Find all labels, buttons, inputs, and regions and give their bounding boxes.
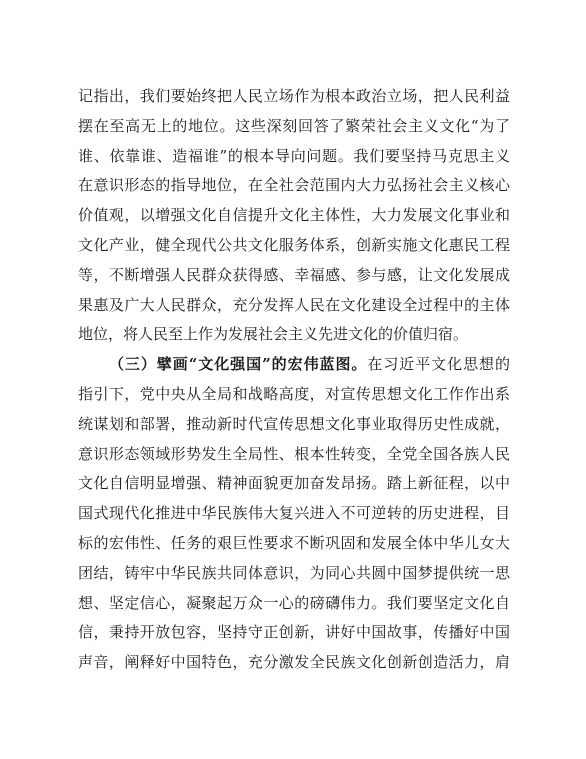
document-body (78, 82, 510, 678)
text-line: 信，秉持开放包容，坚持守正创新，讲好中国故事，传播好中国 (78, 623, 510, 642)
text-line: 声音，阐释好中国特色，充分激发全民族文化创新创造活力，肩 (78, 653, 510, 672)
text-line: 文化产业，健全现代公共文化服务体系，创新实施文化惠民工程 (78, 235, 510, 254)
text-line: 地位，将人民至上作为发展社会主义先进文化的价值归宿。 (78, 325, 469, 344)
text-line: 果惠及广大人民群众，充分发挥人民在文化建设全过程中的主体 (78, 295, 510, 314)
text-line: 在意识形态的指导地位，在全社会范围内大力弘扬社会主义核心 (78, 176, 510, 195)
text-line: 文化自信明显增强、精神面貌更加奋发昂扬。踏上新征程，以中 (78, 474, 510, 493)
text-line: 记指出，我们要始终把人民立场作为根本政治立场，把人民利益 (78, 87, 510, 105)
text-line: 摆在至高无上的地位。这些深刻回答了繁荣社会主义文化“为了 (78, 116, 510, 135)
paragraph-cultural-power (78, 350, 510, 678)
text-line: 团结，铸牢中华民族共同体意识，为同心共圆中国梦提供统一思 (78, 563, 510, 582)
heading-continuation: 在习近平文化思想的 (367, 355, 510, 374)
text-line: 价值观，以增强文化自信提升文化主体性，大力发展文化事业和 (78, 206, 510, 225)
text-line: 统谋划和部署，推动新时代宣传思想文化事业取得历史性成就， (78, 414, 510, 433)
text-line: 标的宏伟性、任务的艰巨性要求不断巩固和发展全体中华儿女大 (78, 533, 510, 552)
text-line: 指引下，党中央从全局和战略高度，对宣传思想文化工作作出系 (78, 384, 510, 403)
paragraph-first-line (78, 350, 510, 380)
text-line: 想、坚定信心，凝聚起万众一心的磅礴伟力。我们要坚定文化自 (78, 593, 510, 612)
text-line: 国式现代化推进中华民族伟大复兴进入不可逆转的历史进程，目 (78, 504, 510, 523)
text-line: 谁、依靠谁、造福谁”的根本导向问题。我们要坚持马克思主义 (78, 146, 510, 165)
paragraph-people-centered (78, 82, 510, 350)
section-heading: （三）擘画“文化强国”的宏伟蓝图。 (108, 355, 368, 374)
text-line: 意识形态领域形势发生全局性、根本性转变，全党全国各族人民 (78, 444, 510, 463)
text-line: 等，不断增强人民群众获得感、幸福感、参与感，让文化发展成 (78, 265, 510, 284)
